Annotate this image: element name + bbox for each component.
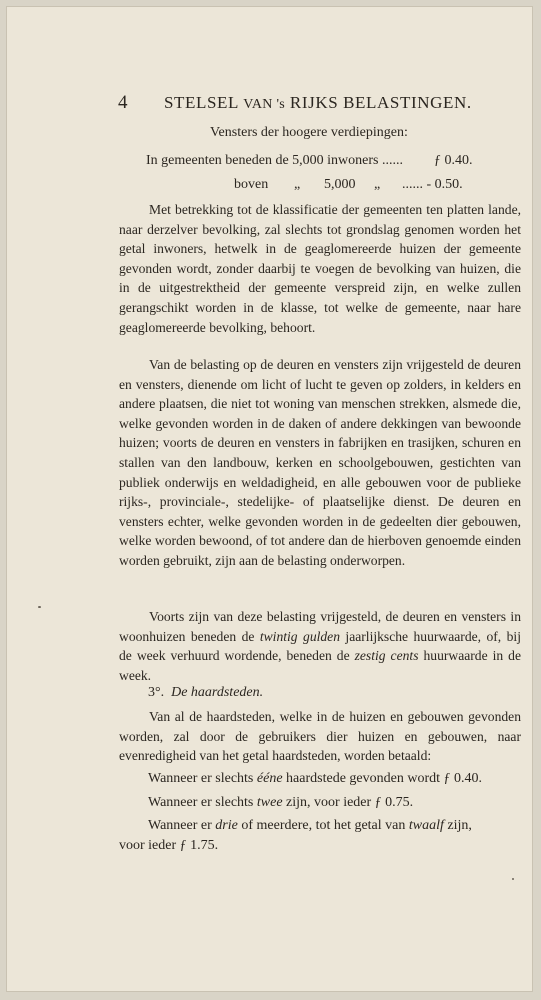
rate-row2-number: 5,000 [324,177,356,192]
running-title-part1: STELSEL [164,93,244,112]
tariff-line-3-continued: voor ieder ƒ 1.75. [119,838,219,853]
tariff-2-b: zijn, voor ieder ƒ 0.75. [282,795,414,810]
rate-row1-label: In gemeenten beneden de 5,000 inwoners ...... [146,153,403,168]
rate-row2-value: ...... - 0.50. [402,177,463,192]
rate-row2-ditto2: „ [374,177,381,192]
section-number: 3°. [148,685,165,700]
running-title [164,93,472,113]
tariff-3-em2: twaalf [408,818,444,833]
tariff-line-3 [148,818,521,834]
p3-text-a: Voorts zijn van deze belasting vrijgesteld, de deuren en vensters in woonhuizen beneden de [119,609,521,644]
paragraph-classification: Met betrekking tot de klassificatie der gemeenten ten platten lande, naar derzelver bevolking, zal slechts tot grondslag genomen worden het getal inwoners, hetwelk in de geaglomereerde huizen der gemeente gevonden wordt, zonder daarbij te voegen de bevolking van huizen, die in de uitgestrektheid der gemeente verspreid zijn, en welke zullen gerangschikt worden in de klasse, tot welke de gemeente, naar hare geaglomereerde bevolking, behoort. [119,202,521,335]
tariff-3-b: of meerdere, tot het getal van [237,818,409,833]
rate-row2-ditto: „ [294,177,301,192]
page-number: 4 [118,92,128,113]
tariff-3-c: zijn, [443,818,472,833]
tariff-1-b: haardstede gevonden wordt ƒ 0.40. [282,771,482,786]
running-title-part2: RIJKS BELASTINGEN. [289,93,472,112]
running-header [118,92,478,114]
p3-text-c: huurwaarde in de week. [119,648,522,683]
paper-speck [512,878,514,880]
section-title: De haardsteden. [171,685,264,700]
page-content [6,6,533,992]
tariff-line-2 [148,795,413,811]
tariff-1-a: Wanneer er slechts [148,771,257,786]
paragraph-exemptions: Van de belasting op de deuren en vensters zijn vrijgesteld de deuren en vensters, dienende om licht of lucht te geven op zolders, in kelders en andere plaatsen, die niet tot woning van menschen strekken, alsmede die, welke gevonden worden in de daken of andere dekkingen van bewoonde huizen; voorts de deuren en vensters in fabrijken en trasijken, schuren en stallen van den landbouw, kerken en schoolgebouwen, gestichten van publiek onderwijs en weldadigheid, en alle gebouwen voor de publieke rijks-, provinciale-, stedelijke- of plaatselijke dienst. De deuren en vensters echter, welke gevonden worden in de gedeelten dier gebouwen, welke worden bewoond, of tot andere dan de hierboven genoemde einden worden gebruikt, zijn aan de belasting onderworpen. [119,357,521,568]
rate-row2-label: boven [234,177,269,192]
rate-row1-value: ƒ 0.40. [434,153,473,168]
section-heading [148,685,263,701]
subheading: Vensters der hoogere verdiepingen: [210,125,408,140]
tariff-line-1 [148,771,482,787]
paper-speck [38,606,41,608]
p3-emphasis-1: twintig gulden [259,628,341,644]
tariff-3-a: Wanneer er [148,818,216,833]
p3-emphasis-2: zestig cents [354,648,419,664]
running-title-small: VAN 's [243,97,286,112]
tariff-1-em: ééne [256,771,283,786]
tariff-2-a: Wanneer er slechts [148,795,257,810]
paragraph-hearths: Van al de haardsteden, welke in de huizen en gebouwen gevonden worden, zal door de gebruikers dier huizen en gebouwen, naar evenredigheid van het getal haardsteden, worden betaald: [119,709,521,764]
book-page [6,6,533,992]
tariff-2-em: twee [256,795,283,810]
p3-text-b: jaarlijksche huurwaarde, of, bij de week verhuurd wordende, beneden de [119,628,521,664]
paragraph-rent-exemption [119,607,521,685]
tariff-3-em1: drie [215,818,238,833]
